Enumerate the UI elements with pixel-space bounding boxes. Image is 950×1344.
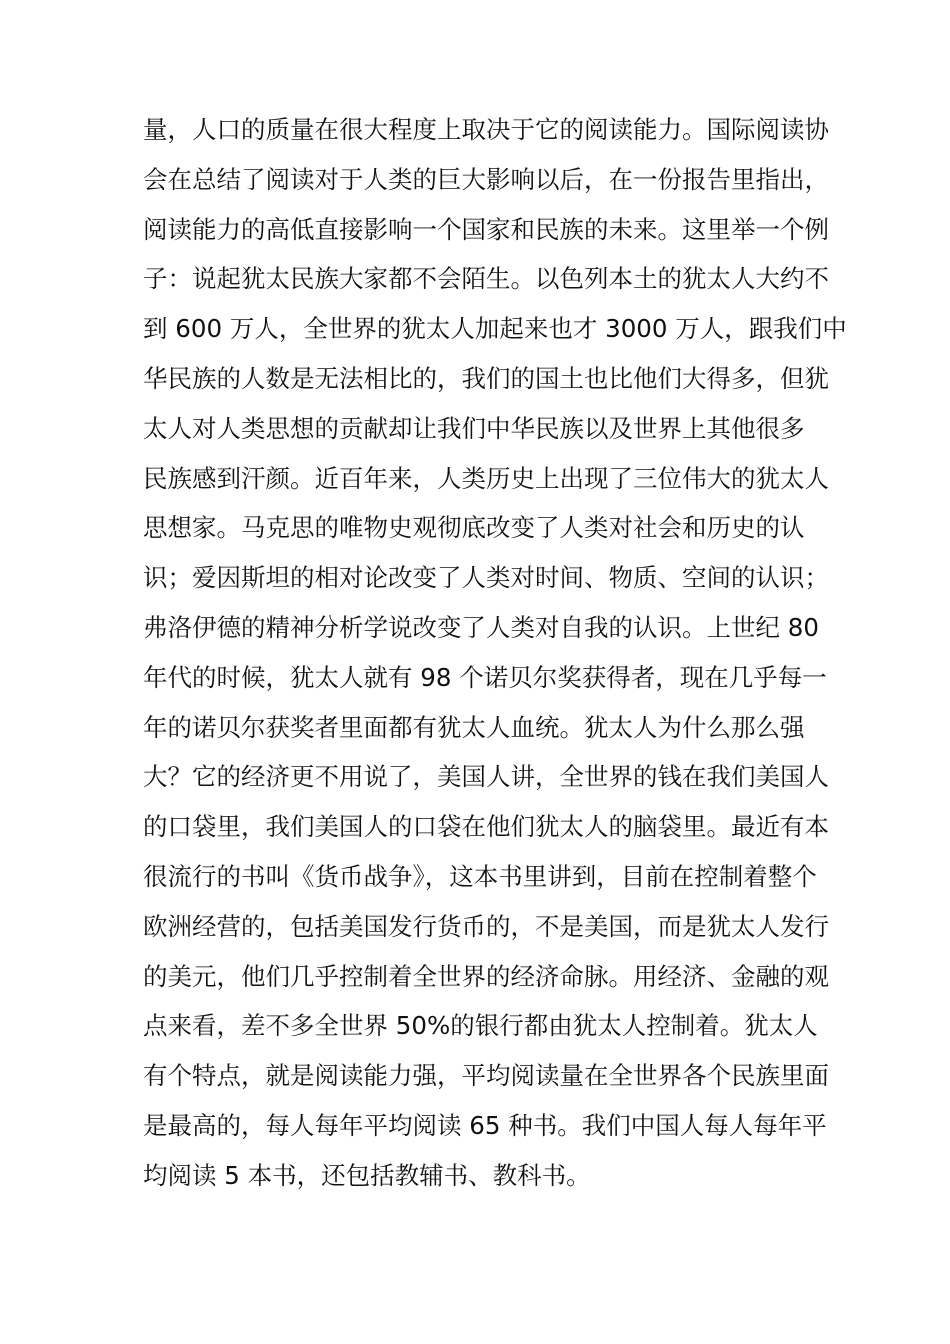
text-line: 有个特点，就是阅读能力强，平均阅读量在全世界各个民族里面 (143, 1061, 829, 1091)
text-line: 大？它的经济更不用说了，美国人讲，全世界的钱在我们美国人 (143, 762, 829, 792)
text-line: 民族感到汗颜。近百年来，人类历史上出现了三位伟大的犹太人 (143, 463, 829, 493)
text-line: 到 600 万人，全世界的犹太人加起来也才 3000 万人，跟我们中 (143, 314, 847, 344)
text-line: 点来看，差不多全世界 50%的银行都由犹太人控制着。犹太人 (143, 1011, 818, 1041)
text-line: 弗洛伊德的精神分析学说改变了人类对自我的认识。上世纪 80 (143, 612, 819, 642)
text-line: 年代的时候，犹太人就有 98 个诺贝尔奖获得者，现在几乎每一 (143, 662, 827, 692)
text-line: 欧洲经营的，包括美国发行货币的，不是美国，而是犹太人发行 (143, 911, 829, 941)
text-line: 年的诺贝尔获奖者里面都有犹太人血统。犹太人为什么那么强 (143, 712, 805, 742)
text-line: 子：说起犹太民族大家都不会陌生。以色列本土的犹太人大约不 (143, 264, 829, 294)
text-line: 会在总结了阅读对于人类的巨大影响以后，在一份报告里指出， (143, 164, 829, 194)
text-line: 均阅读 5 本书，还包括教辅书、教科书。 (143, 1160, 591, 1190)
text-line: 华民族的人数是无法相比的，我们的国土也比他们大得多，但犹 (143, 363, 829, 393)
body-paragraph (143, 105, 847, 1201)
text-line: 太人对人类思想的贡献却让我们中华民族以及世界上其他很多 (143, 413, 805, 443)
text-line: 量，人口的质量在很大程度上取决于它的阅读能力。国际阅读协 (143, 115, 829, 144)
text-line: 很流行的书叫《货币战争》，这本书里讲到，目前在控制着整个 (143, 861, 817, 891)
text-line: 识；爱因斯坦的相对论改变了人类对时间、物质、空间的认识； (143, 563, 829, 593)
text-line: 的美元，他们几乎控制着全世界的经济命脉。用经济、金融的观 (143, 961, 829, 991)
text-line: 的口袋里，我们美国人的口袋在他们犹太人的脑袋里。最近有本 (143, 812, 829, 842)
text-line: 是最高的，每人每年平均阅读 65 种书。我们中国人每人每年平 (143, 1110, 827, 1140)
text-line: 阅读能力的高低直接影响一个国家和民族的未来。这里举一个例 (143, 214, 829, 244)
text-line: 思想家。马克思的唯物史观彻底改变了人类对社会和历史的认 (143, 513, 805, 543)
